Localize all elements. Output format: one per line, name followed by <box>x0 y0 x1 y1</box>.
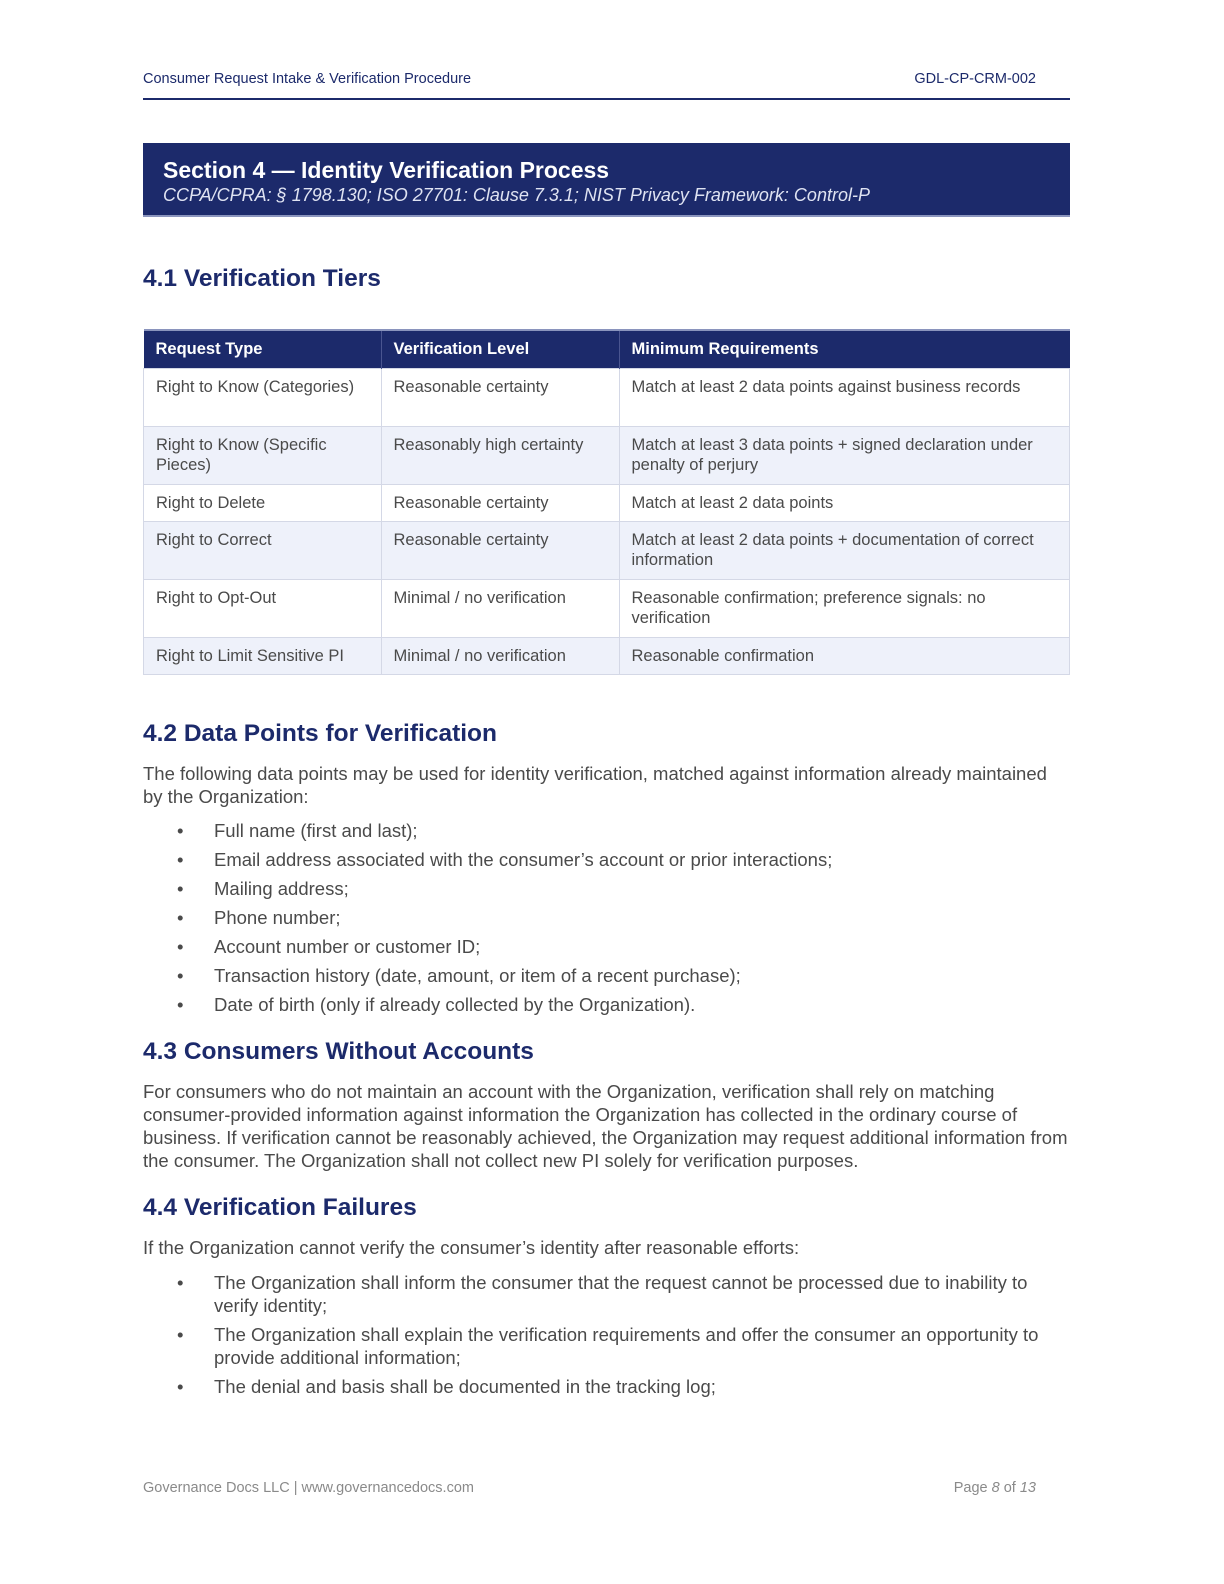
bullet-icon: • <box>177 965 184 986</box>
data-points-intro: The following data points may be used for identity verification, matched against information already maintained by the Organization: <box>143 763 1047 807</box>
list-item: • The Organization shall explain the verification requirements and offer the consumer an opportunity to provide additional information; <box>177 1324 1039 1368</box>
table-cell: Right to Correct <box>144 522 382 580</box>
table-cell: Match at least 2 data points + documentation of correct information <box>619 522 1070 580</box>
table-cell: Reasonably high certainty <box>381 427 619 485</box>
table-cell: Right to Limit Sensitive PI <box>144 638 382 675</box>
table-row <box>144 638 1070 675</box>
heading-consumers-without-accounts: 4.3 Consumers Without Accounts <box>143 1038 534 1065</box>
list-item: • The denial and basis shall be documented in the tracking log; <box>177 1376 716 1397</box>
table-row <box>144 427 1070 485</box>
bullet-icon: • <box>177 1324 184 1345</box>
table-cell: Minimal / no verification <box>381 638 619 675</box>
table-row <box>144 485 1070 522</box>
table-cell: Match at least 2 data points against business records <box>619 369 1070 427</box>
table-cell: Minimal / no verification <box>381 580 619 638</box>
bullet-icon: • <box>177 907 184 928</box>
heading-verification-failures: 4.4 Verification Failures <box>143 1194 417 1221</box>
list-item: • Account number or customer ID; <box>177 936 481 957</box>
list-item: • Mailing address; <box>177 878 349 899</box>
table-cell: Match at least 2 data points <box>619 485 1070 522</box>
list-item: • Phone number; <box>177 907 341 928</box>
table-cell: Reasonable certainty <box>381 522 619 580</box>
verification-tiers-table <box>143 329 1070 675</box>
section-references: CCPA/CPRA: § 1798.130; ISO 27701: Clause 7.3.1; NIST Privacy Framework: Control-P <box>163 185 870 205</box>
table-row <box>144 369 1070 427</box>
table-cell: Right to Delete <box>144 485 382 522</box>
table-cell: Right to Know (Specific Pieces) <box>144 427 382 485</box>
list-item: • The Organization shall inform the consumer that the request cannot be processed due to inability to verify identity; <box>177 1272 1028 1316</box>
column-header: Verification Level <box>381 330 619 369</box>
table-header-row <box>144 330 1070 369</box>
running-header <box>143 70 1070 100</box>
table-row <box>144 580 1070 638</box>
table-row <box>144 522 1070 580</box>
bullet-icon: • <box>177 936 184 957</box>
table-cell: Right to Know (Categories) <box>144 369 382 427</box>
list-item: • Date of birth (only if already collected by the Organization). <box>177 994 696 1015</box>
table-cell: Reasonable confirmation <box>619 638 1070 675</box>
bullet-icon: • <box>177 1272 184 1293</box>
document-id: GDL-CP-CRM-002 <box>914 71 1036 87</box>
table-cell: Reasonable confirmation; preference signals: no verification <box>619 580 1070 638</box>
data-points-list <box>143 819 1070 1016</box>
verification-failures-list <box>143 1271 1068 1398</box>
column-header: Request Type <box>144 330 382 369</box>
table-cell: Right to Opt-Out <box>144 580 382 638</box>
heading-data-points: 4.2 Data Points for Verification <box>143 720 497 747</box>
bullet-icon: • <box>177 820 184 841</box>
table-cell: Reasonable certainty <box>381 485 619 522</box>
heading-verification-tiers: 4.1 Verification Tiers <box>143 265 381 292</box>
page-number: Page 8 of 13 <box>953 1480 1036 1496</box>
table-cell: Match at least 3 data points + signed declaration under penalty of perjury <box>619 427 1070 485</box>
section-banner <box>143 143 1070 217</box>
bullet-icon: • <box>177 878 184 899</box>
table-cell: Reasonable certainty <box>381 369 619 427</box>
list-item: • Full name (first and last); <box>177 820 418 841</box>
bullet-icon: • <box>177 994 184 1015</box>
section-title: Section 4 — Identity Verification Process <box>163 157 610 183</box>
bullet-icon: • <box>177 849 184 870</box>
list-item: • Email address associated with the consumer’s account or prior interactions; <box>177 849 833 870</box>
footer-company: Governance Docs LLC | www.governancedocs.com <box>143 1480 474 1496</box>
list-item: • Transaction history (date, amount, or item of a recent purchase); <box>177 965 741 986</box>
bullet-icon: • <box>177 1376 184 1397</box>
column-header: Minimum Requirements <box>619 330 1070 369</box>
document-title: Consumer Request Intake & Verification Procedure <box>143 71 472 87</box>
consumers-without-accounts-body: For consumers who do not maintain an account with the Organization, verification shall rely on matching consumer-provided information against information the Organization has collected in the ordinary course of business. If verification cannot be reasonably achieved, the Organization may request additional information from the consumer. The Organization shall not collect new PI solely for verification purposes. <box>143 1081 1068 1171</box>
verification-failures-intro: If the Organization cannot verify the consumer’s identity after reasonable efforts: <box>143 1237 800 1258</box>
